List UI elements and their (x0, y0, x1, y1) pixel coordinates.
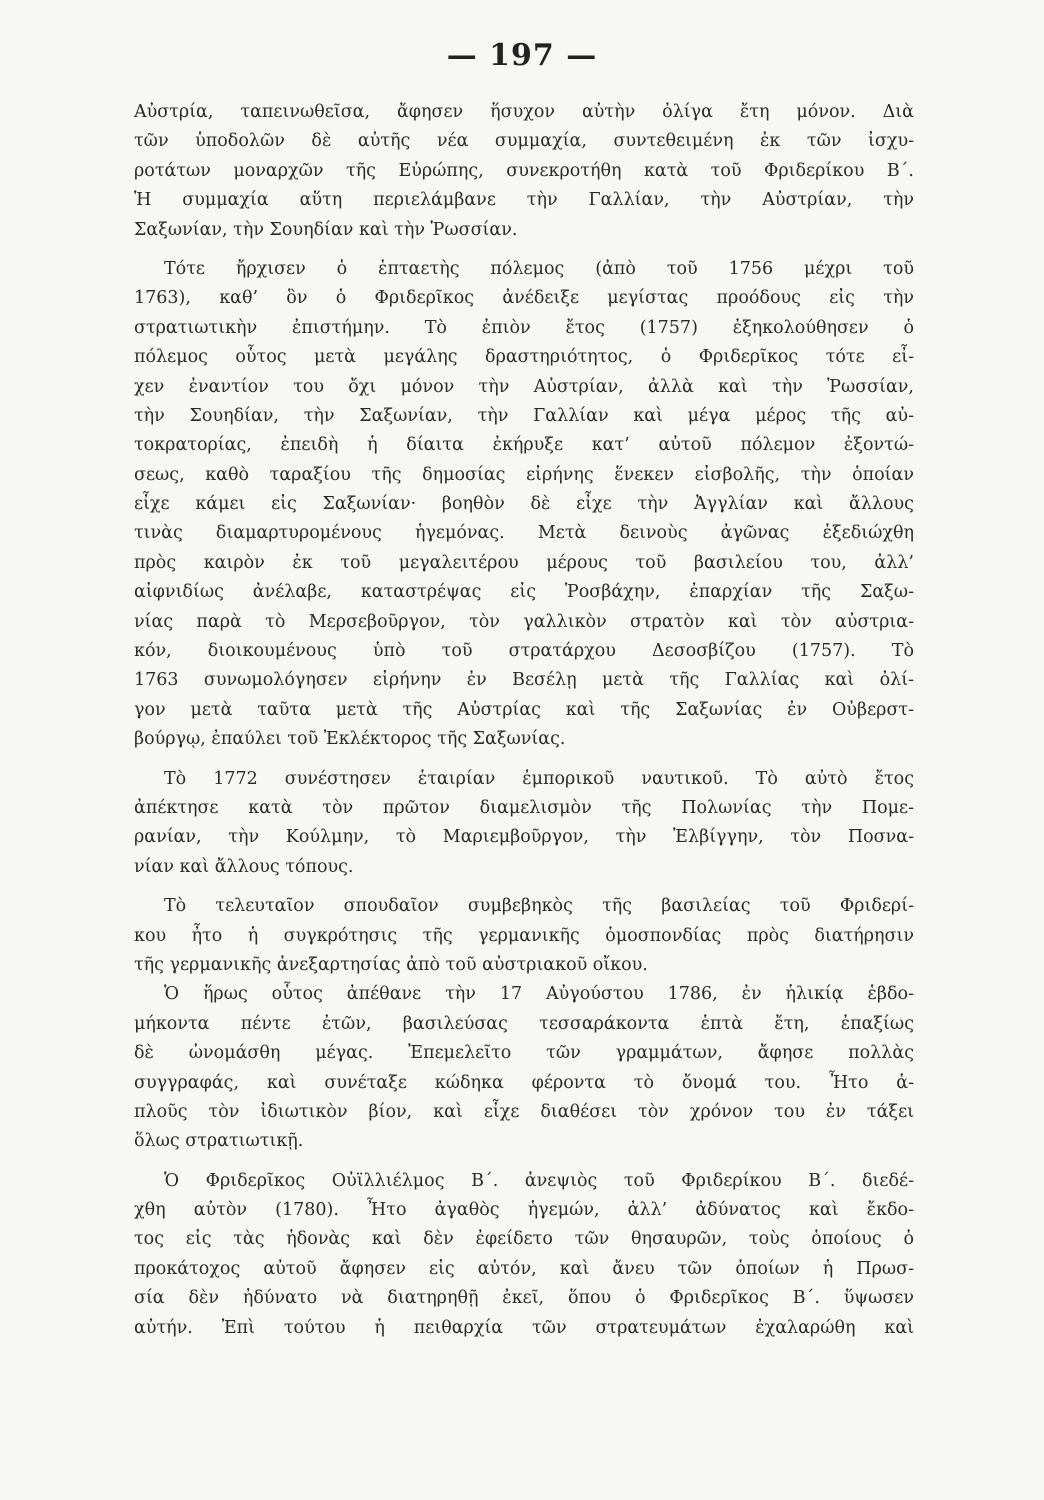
text-line: ροτάτων μοναρχῶν τῆς Εὐρώπης, συνεκροτήθη κατὰ τοῦ Φριδερίκου Β΄. (134, 160, 914, 181)
text-line: πρὸς καιρὸν ἐκ τοῦ μεγαλειτέρου μέρους τοῦ βασιλείου του, ἀλλ’ (134, 552, 914, 573)
text-line: Σαξωνίαν, τὴν Σουηδίαν καὶ τὴν Ῥωσσίαν. (134, 219, 518, 240)
text-line: τοκρατορίας, ἐπειδὴ ἡ δίαιτα ἐκήρυξε κατ’ αὐτοῦ πόλεμον ἐξοντώ- (134, 435, 914, 456)
text-line: αὐτήν. Ἐπὶ τούτου ἡ πειθαρχία τῶν στρατευμάτων ἐχαλαρώθη καὶ (134, 1317, 914, 1338)
text-line: κου ἦτο ἡ συγκρότησις τῆς γερμανικῆς ὁμοσπονδίας πρὸς διατήρησιν (134, 925, 914, 946)
text-line: γον μετὰ ταῦτα μετὰ τῆς Αὐστρίας καὶ τῆς Σαξωνίας ἐν Οὐβερστ- (134, 699, 914, 720)
text-line: πόλεμος οὗτος μετὰ μεγάλης δραστηριότητος, ὁ Φριδερῖκος τότε εἶ- (134, 347, 914, 368)
text-line: ἀπέκτησε κατὰ τὸν πρῶτον διαμελισμὸν τῆς Πολωνίας τὴν Πομε- (134, 797, 914, 818)
text-line: δὲ ὠνομάσθη μέγας. Ἐπεμελεῖτο τῶν γραμμάτων, ἄφησε πολλὰς (134, 1043, 914, 1064)
body-text (134, 98, 914, 1343)
text-line: ρανίαν, τὴν Κούλμην, τὸ Μαριεμβοῦργον, τὴν Ἐλβίγγην, τὸν Ποσνα- (134, 827, 914, 848)
text-line: μήκοντα πέντε ἐτῶν, βασιλεύσας τεσσαράκοντα ἑπτὰ ἔτη, ἐπαξίως (134, 1013, 914, 1034)
text-line: νίαν καὶ ἄλλους τόπους. (134, 856, 354, 877)
text-line: κόν, διοικουμένους ὑπὸ τοῦ στρατάρχου Δεσοσβίζου (1757). Τὸ (134, 641, 914, 662)
text-line: χθη αὐτὸν (1780). Ἦτο ἀγαθὸς ἡγεμών, ἀλλ’ ἀδύνατος καὶ ἔκδο- (134, 1200, 914, 1221)
text-line: αἰφνιδίως ἀνέλαβε, καταστρέψας εἰς Ῥοσβάχην, ἐπαρχίαν τῆς Σαξω- (134, 582, 914, 603)
text-line: Ἡ συμμαχία αὕτη περιελάμβανε τὴν Γαλλίαν, τὴν Αὐστρίαν, τὴν (134, 190, 914, 211)
page-number: — 197 — (446, 38, 598, 73)
text-line: 1763), καθ’ ὃν ὁ Φριδερῖκος ἀνέδειξε μεγίστας προόδους εἰς τὴν (134, 288, 914, 309)
text-line: σεως, καθὸ ταραξίου τῆς δημοσίας εἰρήνης ἕνεκεν εἰσβολῆς, τὴν ὁποίαν (134, 464, 914, 485)
text-line: Τὸ τελευταῖον σπουδαῖον συμβεβηκὸς τῆς βασιλείας τοῦ Φριδερί- (164, 896, 914, 917)
text-line: Ὁ ἥρως οὗτος ἀπέθανε τὴν 17 Αὐγούστου 1786, ἐν ἡλικίᾳ ἑβδο- (164, 984, 914, 1005)
text-line: προκάτοχος αὐτοῦ ἄφησεν εἰς αὐτόν, καὶ ἄνευ τῶν ὁποίων ἡ Πρωσ- (134, 1258, 914, 1279)
text-line: πλοῦς τὸν ἰδιωτικὸν βίον, καὶ εἶχε διαθέσει τὸν χρόνον του ἐν τάξει (134, 1101, 914, 1122)
text-line: Ὁ Φριδερῖκος Οὐϊλλιέλμος Β΄. ἀνεψιὸς τοῦ Φριδερίκου Β΄. διεδέ- (164, 1170, 914, 1191)
text-line: σία δὲν ἠδύνατο νὰ διατηρηθῇ ἐκεῖ, ὅπου ὁ Φριδερῖκος Β΄. ὕψωσεν (134, 1288, 914, 1309)
text-line: τινὰς διαμαρτυρομένους ἡγεμόνας. Μετὰ δεινοὺς ἀγῶνας ἐξεδιώχθη (134, 523, 914, 544)
text-line: χεν ἐναντίον του ὄχι μόνον τὴν Αὐστρίαν, ἀλλὰ καὶ τὴν Ῥωσσίαν, (134, 376, 914, 397)
text-line: ὅλως στρατιωτικῇ. (134, 1131, 304, 1152)
text-line: βούργῳ, ἐπαύλει τοῦ Ἐκλέκτορος τῆς Σαξωνίας. (134, 729, 566, 750)
text-line: Τότε ἤρχισεν ὁ ἑπταετὴς πόλεμος (ἀπὸ τοῦ 1756 μέχρι τοῦ (164, 258, 914, 279)
text-line: τος εἰς τὰς ἡδονὰς καὶ δὲν ἐφείδετο τῶν θησαυρῶν, τοὺς ὁποίους ὁ (134, 1229, 914, 1250)
text-line: τῆς γερμανικῆς ἀνεξαρτησίας ἀπὸ τοῦ αὐστριακοῦ οἴκου. (134, 954, 648, 975)
text-line: στρατιωτικὴν ἐπιστήμην. Τὸ ἐπιὸν ἔτος (1757) ἐξηκολούθησεν ὁ (134, 317, 914, 338)
text-line: Τὸ 1772 συνέστησεν ἑταιρίαν ἐμπορικοῦ ναυτικοῦ. Τὸ αὐτὸ ἔτος (164, 768, 914, 789)
text-line: τῶν ὑποδολῶν δὲ αὐτῆς νέα συμμαχία, συντεθειμένη ἐκ τῶν ἰσχυ- (134, 131, 914, 152)
text-line: εἶχε κάμει εἰς Σαξωνίαν· βοηθὸν δὲ εἶχε τὴν Ἀγγλίαν καὶ ἄλλους (134, 494, 914, 515)
text-line: τὴν Σουηδίαν, τὴν Σαξωνίαν, τὴν Γαλλίαν καὶ μέγα μέρος τῆς αὐ- (134, 405, 914, 426)
text-line: 1763 συνωμολόγησεν εἰρήνην ἐν Βεσέλῃ μετὰ τῆς Γαλλίας καὶ ὀλί- (134, 670, 914, 691)
text-line: συγγραφάς, καὶ συνέταξε κώδηκα φέροντα τὸ ὄνομά του. Ἦτο ἁ- (134, 1072, 914, 1093)
text-line: νίας παρὰ τὸ Μερσεβοῦργον, τὸν γαλλικὸν στρατὸν καὶ τὸν αὐστρια- (134, 611, 914, 632)
text-line: Αὐστρία, ταπεινωθεῖσα, ἄφησεν ἥσυχον αὐτὴν ὀλίγα ἔτη μόνον. Διὰ (134, 102, 914, 122)
